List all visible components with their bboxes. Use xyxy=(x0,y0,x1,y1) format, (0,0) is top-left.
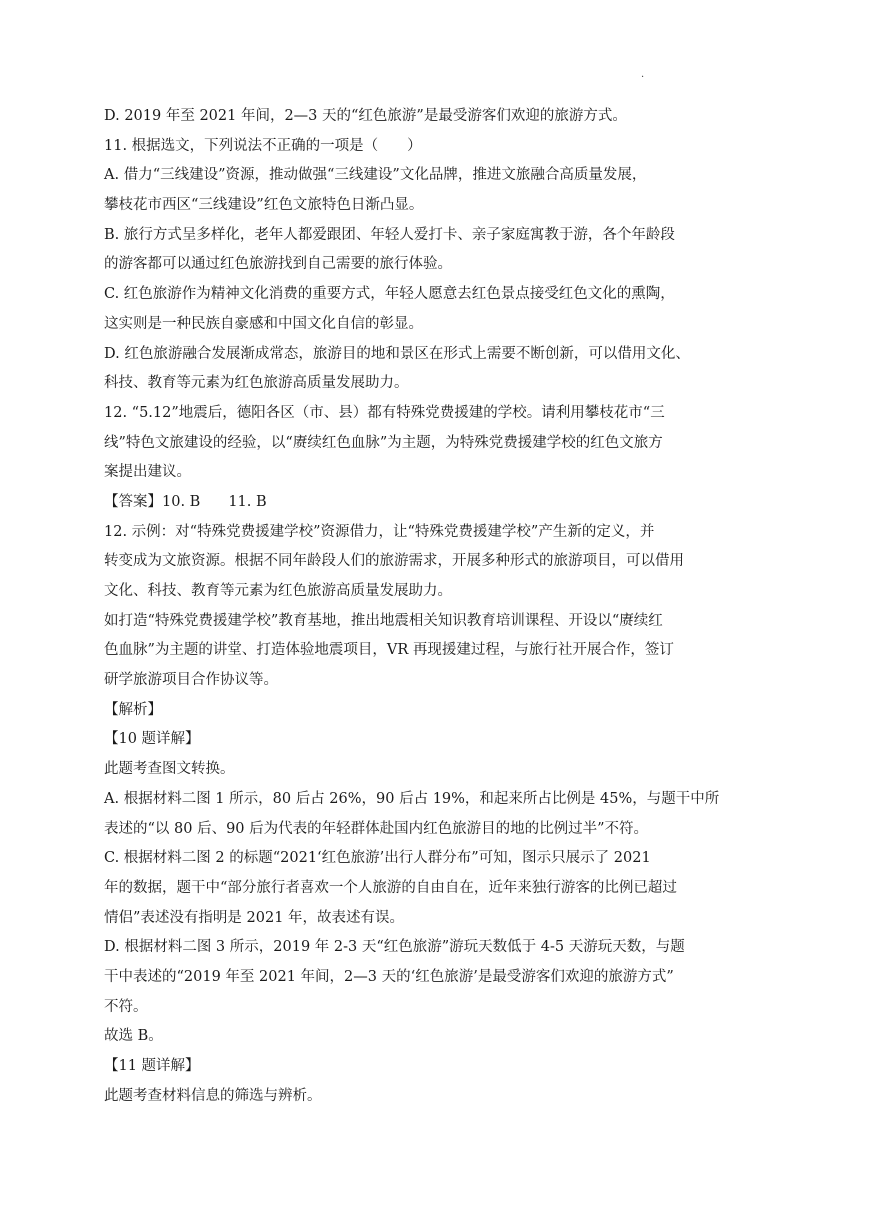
question-12-line3: 案提出建议。 xyxy=(104,464,191,481)
q11-detail-intro: 此题考查材料信息的筛选与辨析。 xyxy=(104,1087,322,1104)
option-a-q11-line1: A. 借力“三线建设”资源，推动做强“三线建设”文化品牌，推进文旅融合高质量发展， xyxy=(104,167,647,184)
q10-detail-d-line2: 干中表述的“2019 年至 2021 年间，2—3 天的‘红色旅游’是最受游客们欢迎的旅游方式” xyxy=(104,968,674,985)
answer-line xyxy=(104,488,744,518)
option-d-q11-line1: D. 红色旅游融合发展渐成常态，旅游目的地和景区在形式上需要不断创新，可以借用文化、 xyxy=(104,345,690,362)
q10-detail-heading: 【10 题详解】 xyxy=(104,731,200,748)
answer-label-q10: 【答案】10. B xyxy=(104,493,201,510)
question-12-line1: 12. “5.12”地震后，德阳各区（市、县）都有特殊党费援建的学校。请利用攀枝花市“三 xyxy=(104,404,665,421)
option-d-q11-line2: 科技、教育等元素为红色旅游高质量发展助力。 xyxy=(104,375,409,392)
option-c-q11-line1: C. 红色旅游作为精神文化消费的重要方式，年轻人愿意去红色景点接受红色文化的熏陶， xyxy=(104,286,675,303)
q10-detail-d-line3: 不符。 xyxy=(104,998,148,1015)
header-mark: · xyxy=(641,72,645,83)
analysis-heading: 【解析】 xyxy=(104,701,162,718)
option-d-q10: D. 2019 年至 2021 年间，2—3 天的“红色旅游”是最受游客们欢迎的旅游方式。 xyxy=(104,108,627,124)
answer-q11: 11. B xyxy=(228,493,267,510)
q10-detail-a-line1: A. 根据材料二图 1 所示，80 后占 26%，90 后占 19%，和起来所占比例是 45%，与题干中所 xyxy=(104,790,720,807)
q10-detail-c-line1: C. 根据材料二图 2 的标题“2021‘红色旅游’出行人群分布”可知，图示只展示了 2021 xyxy=(104,850,651,867)
option-b-q11-line1: B. 旅行方式呈多样化，老年人都爱跟团、年轻人爱打卡、亲子家庭寓教于游，各个年龄段 xyxy=(104,226,675,243)
option-c-q11-line2: 这实则是一种民族自豪感和中国文化自信的彰显。 xyxy=(104,315,423,332)
question-12-line2: 线”特色文旅建设的经验，以“赓续红色血脉”为主题，为特殊党费援建学校的红色文旅方 xyxy=(104,434,663,451)
q10-detail-d-line1: D. 根据材料二图 3 所示，2019 年 2-3 天“红色旅游”游玩天数低于 4-5 天游玩天数，与题 xyxy=(104,939,685,956)
answer-12-line2: 转变成为文旅资源。根据不同年龄段人们的旅游需求，开展多种形式的旅游项目，可以借用 xyxy=(104,553,684,570)
option-b-q11-line2: 的游客都可以通过红色旅游找到自己需要的旅行体验。 xyxy=(104,256,452,273)
q10-detail-c-line3: 情侣”表述没有指明是 2021 年，故表述有误。 xyxy=(104,909,405,926)
option-a-q11-line2: 攀枝花市西区“三线建设”红色文旅特色日渐凸显。 xyxy=(104,197,424,214)
q10-detail-intro: 此题考查图文转换。 xyxy=(104,761,235,778)
q11-detail-heading: 【11 题详解】 xyxy=(104,1058,200,1074)
document-body xyxy=(104,102,744,1111)
answer-12-line4: 如打造“特殊党费援建学校”教育基地，推出地震相关知识教育培训课程、开设以“赓续红 xyxy=(104,612,663,629)
answer-12-line5: 色血脉”为主题的讲堂、打造体验地震项目，VR 再现援建过程，与旅行社开展合作，签订 xyxy=(104,642,674,659)
answer-12-line3: 文化、科技、教育等元素为红色旅游高质量发展助力。 xyxy=(104,583,452,599)
answer-12-line1: 12. 示例：对“特殊党费援建学校”资源借力，让“特殊党费援建学校”产生新的定义，并 xyxy=(104,523,655,540)
q10-detail-c-line2: 年的数据，题干中“部分旅行者喜欢一个人旅游的自由自在，近年来独行游客的比例已超过 xyxy=(104,879,677,896)
question-11: 11. 根据选文，下列说法不正确的一项是（ ） xyxy=(104,137,422,154)
q10-detail-a-line2: 表述的“以 80 后、90 后为代表的年轻群体赴国内红色旅游目的地的比例过半”不符。 xyxy=(104,820,649,837)
q10-conclusion: 故选 B。 xyxy=(104,1028,163,1045)
answer-12-line6: 研学旅游项目合作协议等。 xyxy=(104,672,278,689)
